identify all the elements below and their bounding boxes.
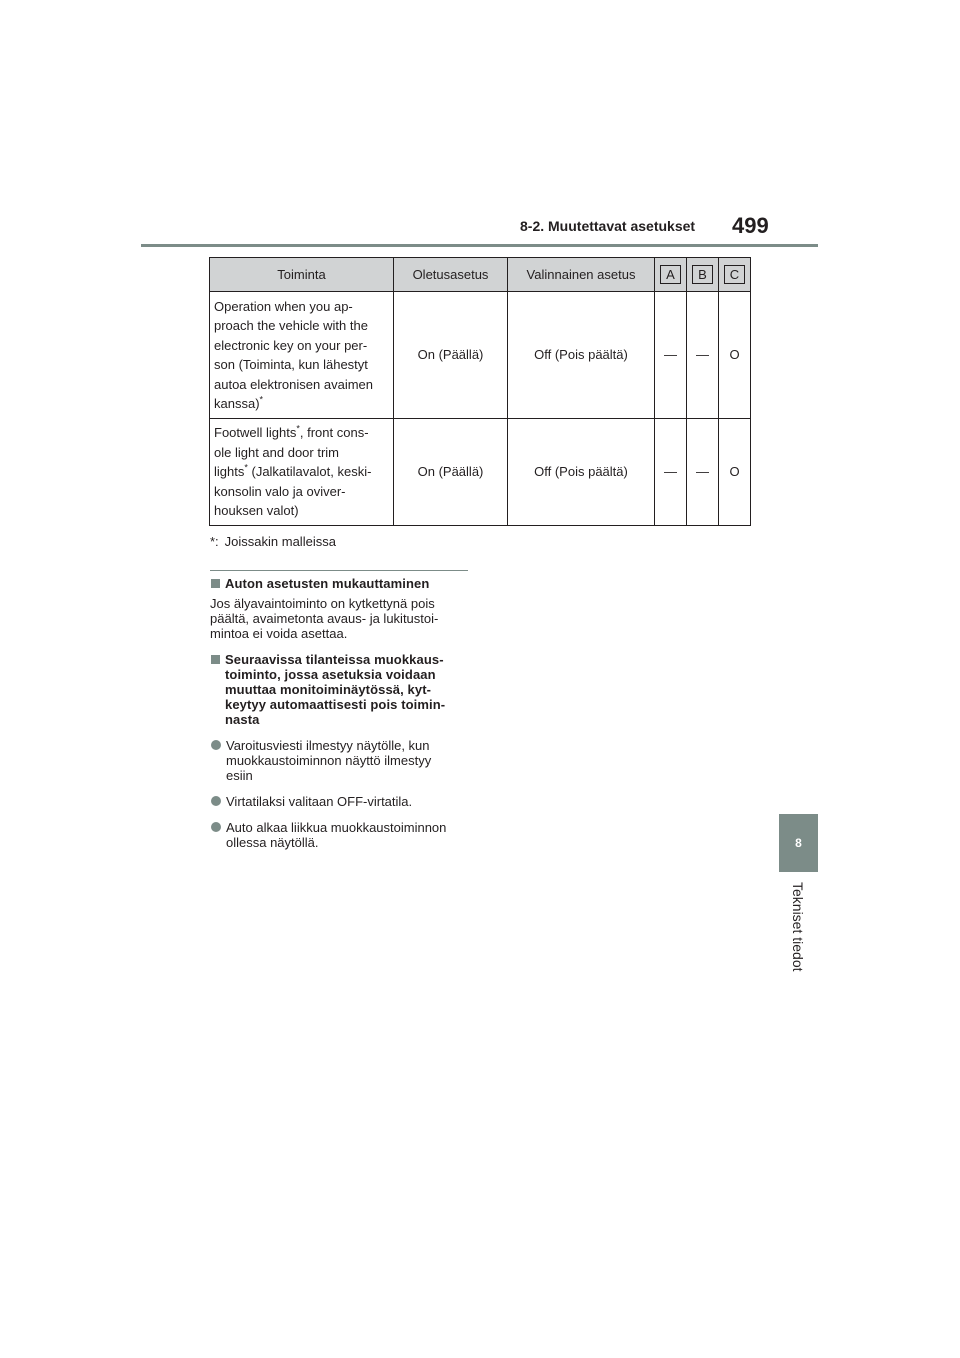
heading-line: muuttaa monitoiminäytössä, kyt- [225,682,432,697]
heading-text: Auton asetusten mukauttaminen [225,576,430,591]
table-header-row [210,258,751,292]
bullet-line: ollessa näytöllä. [226,835,319,850]
settings-table [209,257,751,526]
notes-divider [210,570,468,571]
notes-paragraph [210,596,468,641]
header-b [687,258,719,292]
bullet-text [226,738,431,783]
heading-line: keytyy automaattisesti pois toimin- [225,697,446,712]
cell-a: — [655,292,687,419]
bullet-line: Auto alkaa liikkua muokkaustoiminnon [226,820,447,835]
letter-c-box: C [724,265,745,284]
round-bullet-icon [211,796,221,806]
function-line: Operation when you ap- [214,298,353,314]
bullet-text: Virtatilaksi valitaan OFF-virtatila. [226,794,413,809]
heading-line: nasta [225,712,260,727]
bullet-line: muokkaustoiminnon näyttö ilmestyy [226,753,432,768]
header-function: Toiminta [210,258,394,292]
table-row [210,292,751,419]
cell-a: — [655,419,687,526]
square-bullet-icon [211,655,220,664]
table-row [210,419,751,526]
cell-c: O [719,419,751,526]
cell-b: — [687,419,719,526]
header-a [655,258,687,292]
cell-default: On (Päällä) [394,292,508,419]
footnote-text: Joissakin malleissa [224,534,336,549]
round-bullet-icon [211,740,221,750]
footnote [210,534,336,549]
cell-function [210,292,394,419]
round-bullet-icon [211,822,221,832]
paragraph-line: Jos älyavaintoiminto on kytkettynä pois [210,596,435,611]
letter-a-box: A [660,265,681,284]
function-line: proach the vehicle with the [214,318,368,333]
bullet-line: esiin [226,768,253,783]
letter-b-box: B [692,265,713,284]
cell-default: On (Päällä) [394,419,508,526]
notes-heading [210,576,468,591]
footnote-mark: * [296,423,300,434]
paragraph-line: päältä, avaimetonta avaus- ja lukitustoi- [210,611,439,626]
page-number: 499 [732,213,769,238]
function-text: lights [214,464,245,480]
footnote-symbol: *: [210,534,219,549]
chapter-number: 8 [795,836,802,850]
cell-b: — [687,292,719,419]
function-line: son (Toiminta, kun lähestyt [214,357,368,372]
cell-optional: Off (Pois päältä) [508,419,655,526]
bullet-line: Varoitusviesti ilmestyy näytölle, kun [226,738,430,753]
header-optional: Valinnainen asetus [508,258,655,292]
list-item [210,738,468,783]
function-text: , front cons- [299,425,369,441]
heading-line: toiminto, jossa asetuksia voidaan [225,667,436,682]
header-divider [141,244,818,247]
function-text: (Jalkatilavalot, keski- [247,464,372,480]
list-item [210,794,468,809]
notes-heading [210,652,468,727]
function-line: autoa elektronisen avaimen [214,376,373,392]
footnote-mark: * [259,394,264,405]
function-line: electronic key on your per- [214,337,368,353]
cell-c: O [719,292,751,419]
function-line: konsolin valo ja oviver- [214,483,346,499]
function-line: ole light and door trim [214,444,340,460]
function-line: kanssa) [214,396,260,411]
footnote-mark: * [244,462,248,473]
cell-function [210,419,394,526]
chapter-label: Tekniset tiedot [790,882,806,972]
bullet-text [226,820,446,850]
header-default: Oletusasetus [394,258,508,292]
section-title: 8-2. Muutettavat asetukset [520,218,696,234]
heading-text [225,652,445,727]
chapter-tab [779,814,818,872]
notes-column [210,570,468,861]
header-c [719,258,751,292]
list-item [210,820,468,850]
paragraph-line: mintoa ei voida asettaa. [210,626,348,641]
cell-optional: Off (Pois päältä) [508,292,655,419]
heading-line: Seuraavissa tilanteissa muokkaus- [225,652,444,667]
function-line: houksen valot) [214,503,299,519]
function-text: Footwell lights [214,425,297,441]
square-bullet-icon [211,579,220,588]
